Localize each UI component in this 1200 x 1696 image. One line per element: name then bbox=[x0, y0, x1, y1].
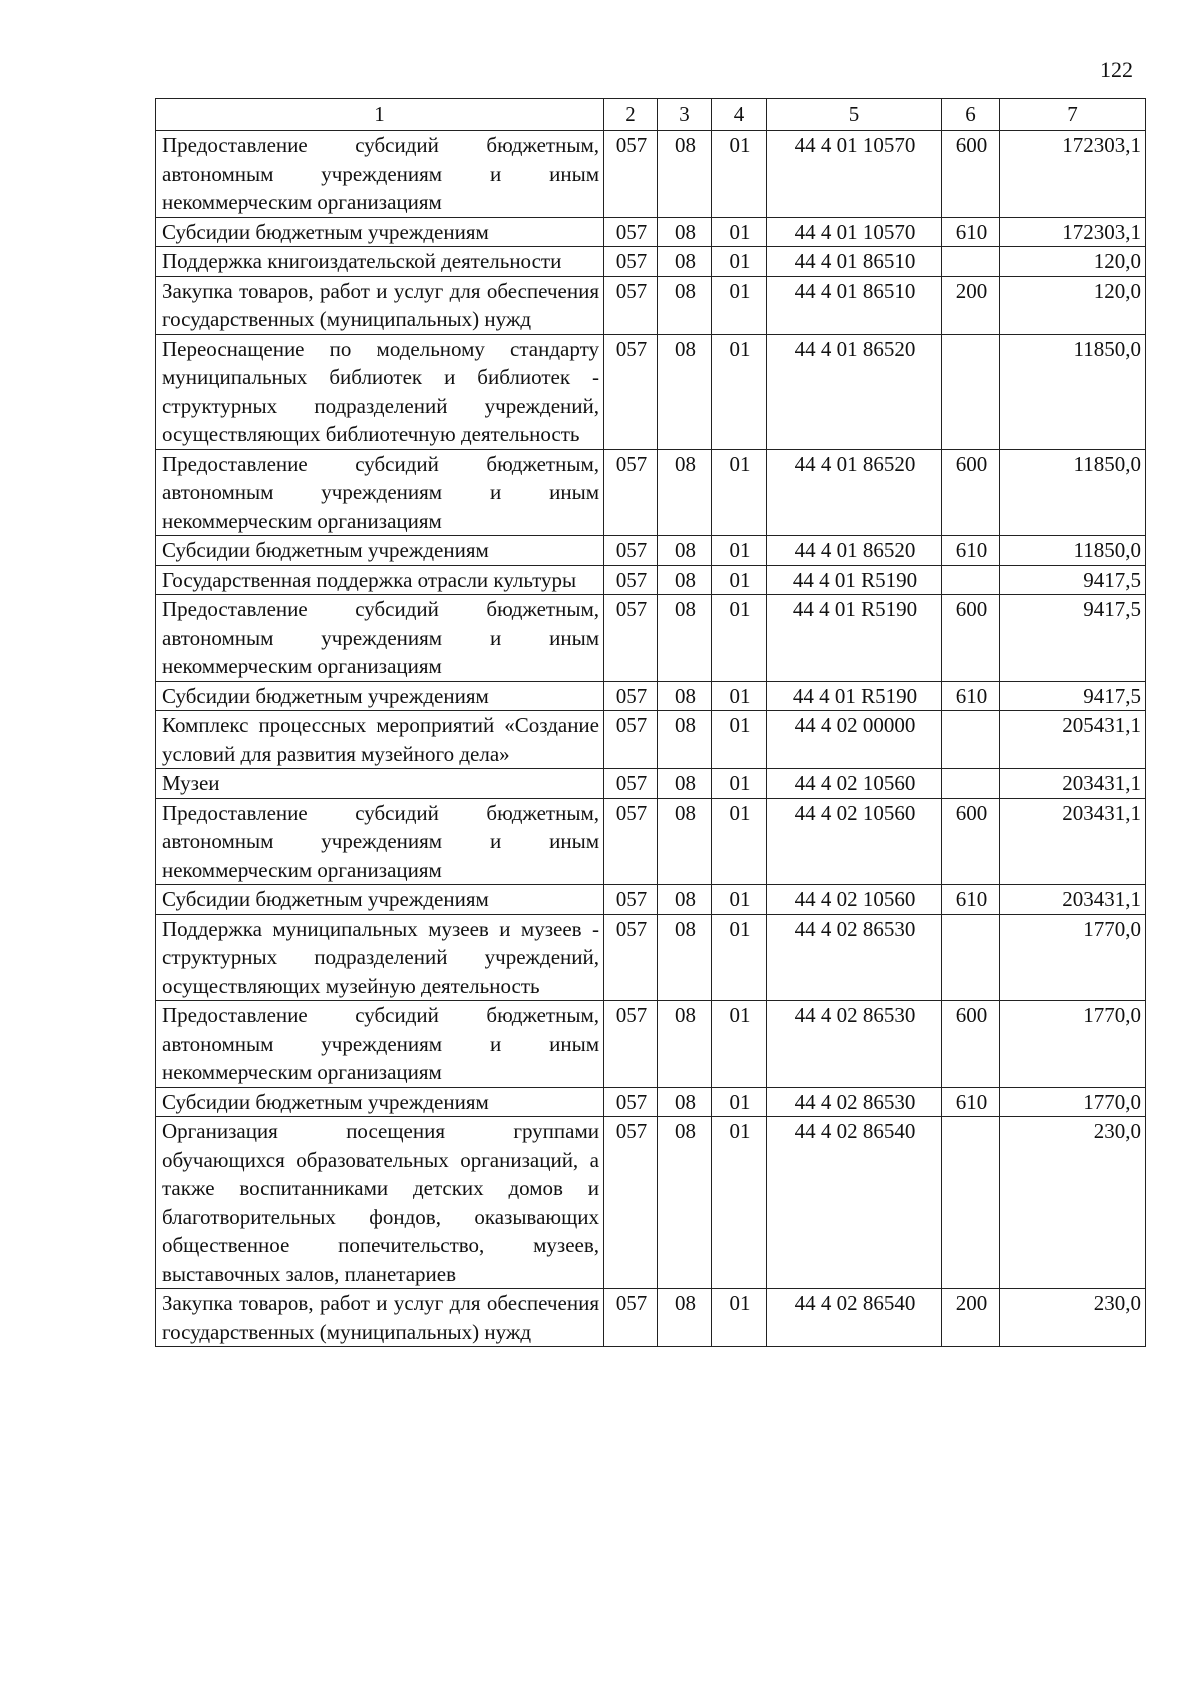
cell-section: 08 bbox=[658, 247, 712, 277]
cell-expense-type: 600 bbox=[942, 449, 1000, 536]
header-col-5: 5 bbox=[767, 99, 942, 131]
cell-subsection: 01 bbox=[712, 536, 767, 566]
table-header bbox=[156, 99, 1146, 131]
table-row bbox=[156, 681, 1146, 711]
cell-target-article: 44 4 02 86530 bbox=[767, 914, 942, 1001]
cell-expense-type bbox=[942, 769, 1000, 799]
cell-expense-type bbox=[942, 1117, 1000, 1289]
cell-name: Субсидии бюджетным учреждениям bbox=[156, 1087, 604, 1117]
cell-subsection: 01 bbox=[712, 914, 767, 1001]
table-row bbox=[156, 334, 1146, 449]
cell-ministry-code: 057 bbox=[604, 1087, 658, 1117]
cell-target-article: 44 4 02 86530 bbox=[767, 1087, 942, 1117]
cell-target-article: 44 4 01 R5190 bbox=[767, 565, 942, 595]
cell-name: Субсидии бюджетным учреждениям bbox=[156, 536, 604, 566]
cell-amount: 11850,0 bbox=[1000, 334, 1146, 449]
header-col-1: 1 bbox=[156, 99, 604, 131]
cell-ministry-code: 057 bbox=[604, 1117, 658, 1289]
cell-subsection: 01 bbox=[712, 798, 767, 885]
cell-section: 08 bbox=[658, 595, 712, 682]
cell-expense-type: 200 bbox=[942, 1289, 1000, 1347]
cell-subsection: 01 bbox=[712, 1001, 767, 1088]
cell-expense-type: 610 bbox=[942, 885, 1000, 915]
cell-subsection: 01 bbox=[712, 1117, 767, 1289]
header-col-3: 3 bbox=[658, 99, 712, 131]
cell-target-article: 44 4 02 86530 bbox=[767, 1001, 942, 1088]
cell-target-article: 44 4 01 86510 bbox=[767, 247, 942, 277]
table-body bbox=[156, 131, 1146, 1347]
cell-ministry-code: 057 bbox=[604, 1289, 658, 1347]
cell-section: 08 bbox=[658, 449, 712, 536]
cell-target-article: 44 4 01 10570 bbox=[767, 131, 942, 218]
header-col-4: 4 bbox=[712, 99, 767, 131]
cell-ministry-code: 057 bbox=[604, 769, 658, 799]
cell-section: 08 bbox=[658, 914, 712, 1001]
cell-expense-type: 600 bbox=[942, 1001, 1000, 1088]
cell-amount: 203431,1 bbox=[1000, 769, 1146, 799]
table-row bbox=[156, 798, 1146, 885]
cell-amount: 1770,0 bbox=[1000, 1001, 1146, 1088]
header-col-2: 2 bbox=[604, 99, 658, 131]
header-col-7: 7 bbox=[1000, 99, 1146, 131]
cell-ministry-code: 057 bbox=[604, 914, 658, 1001]
cell-section: 08 bbox=[658, 769, 712, 799]
cell-section: 08 bbox=[658, 131, 712, 218]
cell-ministry-code: 057 bbox=[604, 247, 658, 277]
cell-expense-type: 600 bbox=[942, 595, 1000, 682]
cell-section: 08 bbox=[658, 681, 712, 711]
cell-ministry-code: 057 bbox=[604, 131, 658, 218]
cell-expense-type bbox=[942, 711, 1000, 769]
cell-name: Субсидии бюджетным учреждениям bbox=[156, 681, 604, 711]
cell-expense-type: 610 bbox=[942, 1087, 1000, 1117]
cell-target-article: 44 4 01 R5190 bbox=[767, 681, 942, 711]
cell-subsection: 01 bbox=[712, 334, 767, 449]
table-row bbox=[156, 1087, 1146, 1117]
cell-amount: 203431,1 bbox=[1000, 885, 1146, 915]
cell-expense-type bbox=[942, 914, 1000, 1001]
cell-subsection: 01 bbox=[712, 1087, 767, 1117]
table-row bbox=[156, 449, 1146, 536]
cell-name: Субсидии бюджетным учреждениям bbox=[156, 885, 604, 915]
header-row bbox=[156, 99, 1146, 131]
cell-section: 08 bbox=[658, 276, 712, 334]
cell-section: 08 bbox=[658, 217, 712, 247]
cell-amount: 9417,5 bbox=[1000, 595, 1146, 682]
cell-ministry-code: 057 bbox=[604, 217, 658, 247]
table-row bbox=[156, 536, 1146, 566]
cell-target-article: 44 4 02 10560 bbox=[767, 798, 942, 885]
cell-subsection: 01 bbox=[712, 449, 767, 536]
cell-name: Музеи bbox=[156, 769, 604, 799]
cell-amount: 230,0 bbox=[1000, 1117, 1146, 1289]
table-row bbox=[156, 1001, 1146, 1088]
cell-section: 08 bbox=[658, 1289, 712, 1347]
cell-target-article: 44 4 01 86520 bbox=[767, 334, 942, 449]
header-col-6: 6 bbox=[942, 99, 1000, 131]
cell-name: Переоснащение по модельному стандарту муниципальных библиотек и библиотек - структурных подразделений учреждений, осуществляющих библиотечную деятельность bbox=[156, 334, 604, 449]
cell-expense-type: 610 bbox=[942, 536, 1000, 566]
cell-name: Закупка товаров, работ и услуг для обеспечения государственных (муниципальных) нужд bbox=[156, 276, 604, 334]
cell-amount: 120,0 bbox=[1000, 276, 1146, 334]
cell-ministry-code: 057 bbox=[604, 595, 658, 682]
cell-name: Предоставление субсидий бюджетным, автономным учреждениям и иным некоммерческим организациям bbox=[156, 595, 604, 682]
cell-expense-type: 610 bbox=[942, 217, 1000, 247]
cell-expense-type bbox=[942, 565, 1000, 595]
cell-amount: 230,0 bbox=[1000, 1289, 1146, 1347]
cell-target-article: 44 4 01 86520 bbox=[767, 536, 942, 566]
cell-amount: 11850,0 bbox=[1000, 449, 1146, 536]
cell-amount: 172303,1 bbox=[1000, 131, 1146, 218]
cell-name: Поддержка книгоиздательской деятельности bbox=[156, 247, 604, 277]
cell-expense-type: 600 bbox=[942, 798, 1000, 885]
cell-section: 08 bbox=[658, 798, 712, 885]
cell-amount: 120,0 bbox=[1000, 247, 1146, 277]
cell-subsection: 01 bbox=[712, 131, 767, 218]
table-row bbox=[156, 595, 1146, 682]
cell-name: Предоставление субсидий бюджетным, автономным учреждениям и иным некоммерческим организациям bbox=[156, 798, 604, 885]
table-row bbox=[156, 1117, 1146, 1289]
cell-subsection: 01 bbox=[712, 276, 767, 334]
cell-name: Комплекс процессных мероприятий «Создание условий для развития музейного дела» bbox=[156, 711, 604, 769]
cell-target-article: 44 4 02 86540 bbox=[767, 1117, 942, 1289]
cell-name: Закупка товаров, работ и услуг для обеспечения государственных (муниципальных) нужд bbox=[156, 1289, 604, 1347]
cell-amount: 172303,1 bbox=[1000, 217, 1146, 247]
cell-target-article: 44 4 01 86520 bbox=[767, 449, 942, 536]
cell-ministry-code: 057 bbox=[604, 681, 658, 711]
cell-expense-type bbox=[942, 247, 1000, 277]
cell-ministry-code: 057 bbox=[604, 449, 658, 536]
cell-amount: 9417,5 bbox=[1000, 681, 1146, 711]
cell-subsection: 01 bbox=[712, 565, 767, 595]
budget-table bbox=[155, 98, 1146, 1347]
table-row bbox=[156, 247, 1146, 277]
cell-subsection: 01 bbox=[712, 711, 767, 769]
cell-name: Предоставление субсидий бюджетным, автономным учреждениям и иным некоммерческим организациям bbox=[156, 131, 604, 218]
cell-name: Предоставление субсидий бюджетным, автономным учреждениям и иным некоммерческим организациям bbox=[156, 449, 604, 536]
cell-amount: 11850,0 bbox=[1000, 536, 1146, 566]
cell-ministry-code: 057 bbox=[604, 711, 658, 769]
cell-subsection: 01 bbox=[712, 1289, 767, 1347]
cell-section: 08 bbox=[658, 334, 712, 449]
cell-ministry-code: 057 bbox=[604, 1001, 658, 1088]
cell-subsection: 01 bbox=[712, 247, 767, 277]
cell-subsection: 01 bbox=[712, 681, 767, 711]
table-row bbox=[156, 131, 1146, 218]
cell-amount: 1770,0 bbox=[1000, 914, 1146, 1001]
cell-name: Субсидии бюджетным учреждениям bbox=[156, 217, 604, 247]
table-row bbox=[156, 711, 1146, 769]
cell-target-article: 44 4 01 10570 bbox=[767, 217, 942, 247]
cell-expense-type: 610 bbox=[942, 681, 1000, 711]
table-row bbox=[156, 885, 1146, 915]
cell-target-article: 44 4 02 10560 bbox=[767, 885, 942, 915]
cell-target-article: 44 4 01 R5190 bbox=[767, 595, 942, 682]
cell-section: 08 bbox=[658, 1001, 712, 1088]
cell-section: 08 bbox=[658, 536, 712, 566]
cell-subsection: 01 bbox=[712, 217, 767, 247]
cell-section: 08 bbox=[658, 885, 712, 915]
cell-section: 08 bbox=[658, 565, 712, 595]
table-row bbox=[156, 914, 1146, 1001]
cell-name: Организация посещения группами обучающихся образовательных организаций, а также воспитанниками детских домов и благотворительных фондов, оказывающих общественное попечительство, музеев, выставочных залов, планетариев bbox=[156, 1117, 604, 1289]
table-row bbox=[156, 769, 1146, 799]
cell-ministry-code: 057 bbox=[604, 276, 658, 334]
cell-ministry-code: 057 bbox=[604, 334, 658, 449]
page-number: 122 bbox=[1100, 57, 1133, 82]
cell-target-article: 44 4 02 10560 bbox=[767, 769, 942, 799]
table-row bbox=[156, 565, 1146, 595]
table-row bbox=[156, 217, 1146, 247]
cell-ministry-code: 057 bbox=[604, 885, 658, 915]
cell-target-article: 44 4 01 86510 bbox=[767, 276, 942, 334]
cell-subsection: 01 bbox=[712, 769, 767, 799]
cell-amount: 205431,1 bbox=[1000, 711, 1146, 769]
cell-section: 08 bbox=[658, 711, 712, 769]
cell-expense-type: 600 bbox=[942, 131, 1000, 218]
table-row bbox=[156, 1289, 1146, 1347]
cell-ministry-code: 057 bbox=[604, 565, 658, 595]
cell-expense-type: 200 bbox=[942, 276, 1000, 334]
cell-ministry-code: 057 bbox=[604, 798, 658, 885]
cell-expense-type bbox=[942, 334, 1000, 449]
cell-amount: 203431,1 bbox=[1000, 798, 1146, 885]
cell-target-article: 44 4 02 86540 bbox=[767, 1289, 942, 1347]
cell-section: 08 bbox=[658, 1087, 712, 1117]
cell-amount: 1770,0 bbox=[1000, 1087, 1146, 1117]
cell-subsection: 01 bbox=[712, 885, 767, 915]
cell-name: Предоставление субсидий бюджетным, автономным учреждениям и иным некоммерческим организациям bbox=[156, 1001, 604, 1088]
cell-section: 08 bbox=[658, 1117, 712, 1289]
cell-ministry-code: 057 bbox=[604, 536, 658, 566]
cell-target-article: 44 4 02 00000 bbox=[767, 711, 942, 769]
cell-amount: 9417,5 bbox=[1000, 565, 1146, 595]
cell-subsection: 01 bbox=[712, 595, 767, 682]
cell-name: Поддержка муниципальных музеев и музеев - структурных подразделений учреждений, осуществляющих музейную деятельность bbox=[156, 914, 604, 1001]
cell-name: Государственная поддержка отрасли культуры bbox=[156, 565, 604, 595]
table-row bbox=[156, 276, 1146, 334]
